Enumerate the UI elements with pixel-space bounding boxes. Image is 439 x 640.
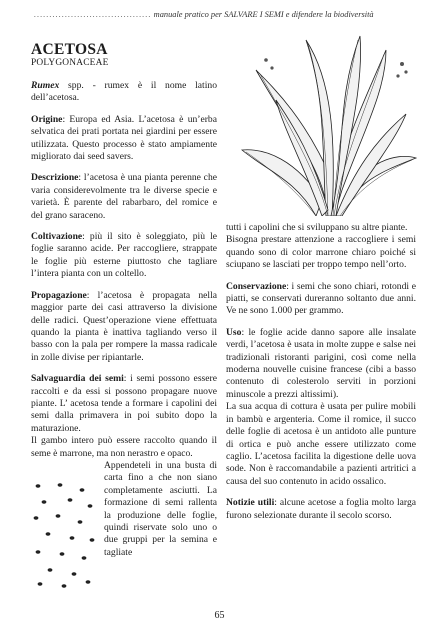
origine-text: : Europa ed Asia. L’acetosa è un’erba selvatica dei prati portata nei giardini per essere utilizzata. Questo processo è stato ampiamente migliorato dai seed savers. bbox=[31, 113, 217, 163]
propagazione-label: Propagazione bbox=[31, 289, 87, 301]
salvaguardia-continued: tutti i capolini che si sviluppano su altre piante. bbox=[226, 222, 408, 233]
running-header bbox=[34, 10, 426, 19]
uso-text: : le foglie acide danno sapore alle insalate verdi, l’acetosa è usata in molte zuppe e salse nei tradizionali ristoranti parigini, così come nella moderna nouvelle cuisine francese (cibi a basso contenuto di colesterolo serviti in porzioni minuscole a prezzi altissimi). bbox=[226, 326, 416, 400]
latin-name: Rumex bbox=[31, 80, 60, 91]
right-column bbox=[226, 222, 416, 531]
seeds-illustration bbox=[30, 480, 102, 590]
descrizione-label: Descrizione bbox=[31, 172, 79, 184]
intro-text: spp. - rumex è il nome latino dell’acetosa. bbox=[31, 80, 217, 104]
uso-label: Uso bbox=[226, 326, 242, 338]
salvaguardia-text: : i semi possono essere raccolti e da essi si possono propagare nuove piante. L’ acetosa tende a formare i capolini dei semi dalla primavera in poi subito dopo la maturazione. bbox=[31, 373, 217, 434]
plant-family: POLYGONACEAE bbox=[31, 58, 109, 68]
coltivazione-paragraph bbox=[31, 231, 217, 281]
conservazione-paragraph bbox=[226, 281, 416, 318]
salvaguardia-label: Salvaguardia dei semi bbox=[31, 373, 124, 385]
intro-paragraph bbox=[31, 80, 217, 105]
sorrel-plant-illustration bbox=[236, 30, 422, 216]
conservazione-text: : i semi che sono chiari, rotondi e piatti, se conservati dureranno soltanto due anni. Ve ne sono 1.000 per grammo. bbox=[226, 280, 416, 317]
salvaguardia-paragraph bbox=[31, 373, 217, 435]
descrizione-text: : l’acetosa è una pianta perenne che varia considerevolmente tra le diverse specie e varietà. È parente del rabarbaro, del romice e del grano saraceno. bbox=[31, 172, 217, 221]
notizie-paragraph bbox=[226, 497, 416, 522]
origine-paragraph bbox=[31, 114, 217, 164]
conservazione-label: Conservazione bbox=[226, 280, 287, 292]
coltivazione-label: Coltivazione bbox=[31, 231, 83, 243]
salvaguardia-paragraph-2: Il gambo intero può essere raccolto quando il seme è marrone, ma non nerastro e opaco. bbox=[31, 435, 217, 459]
notizie-text: : alcune acetose a foglia molto larga furono selezionate durante il secolo scorso. bbox=[226, 497, 416, 521]
salvaguardia-continued-2: Bisogna prestare attenzione a raccogliere i semi quando sono di color marrone chiaro poiché si sciupano se lasciati per troppo tempo nell’orto. bbox=[226, 234, 416, 271]
notizie-label: Notizie utili bbox=[226, 497, 275, 509]
salvaguardia-wrapped-text: Appendeteli in una busta di carta fino a che non siano completamente asciutti. La formazione di semi rallenta la produzione delle foglie, quindi riservate solo uno o due gruppi per la semina e tagliate bbox=[104, 459, 217, 558]
propagazione-paragraph bbox=[31, 290, 217, 364]
origine-label: Origine bbox=[31, 113, 63, 125]
header-text: manuale pratico per SALVARE I SEMI e difendere la biodiversità bbox=[153, 10, 374, 19]
propagazione-text: : l’acetosa è propagata nella maggior parte dei casi attraverso la divisione delle radici. Quest’operazione viene effettuata quando la pianta è inattiva tagliando verso il basso con la pala per rompere la massa radicale in zolle divise per ripiantarle. bbox=[31, 289, 217, 363]
header-dots: ...................................... bbox=[34, 10, 152, 19]
page-number: 65 bbox=[214, 610, 225, 621]
entry-title: ACETOSA bbox=[31, 41, 108, 58]
coltivazione-text: : più il sito è soleggiato, più le foglie saranno acide. Per raccogliere, strappate le foglie più esterne piuttosto che tagliare l’intera pianta con un coltello. bbox=[31, 231, 217, 280]
descrizione-paragraph bbox=[31, 172, 217, 222]
uso-paragraph-2: La sua acqua di cottura è usata per pulire mobili in bambù e argenteria. Come il romice, il succo delle foglie di acetosa è un antidoto alle punture di ortica e può anche essere utilizzato come caglio. L’acetosa facilita la digestione delle uova sode. Non è raccomandabile a pazienti artritici a causa del suo contenuto in acido ossalico. bbox=[226, 401, 416, 487]
uso-paragraph bbox=[226, 327, 416, 401]
